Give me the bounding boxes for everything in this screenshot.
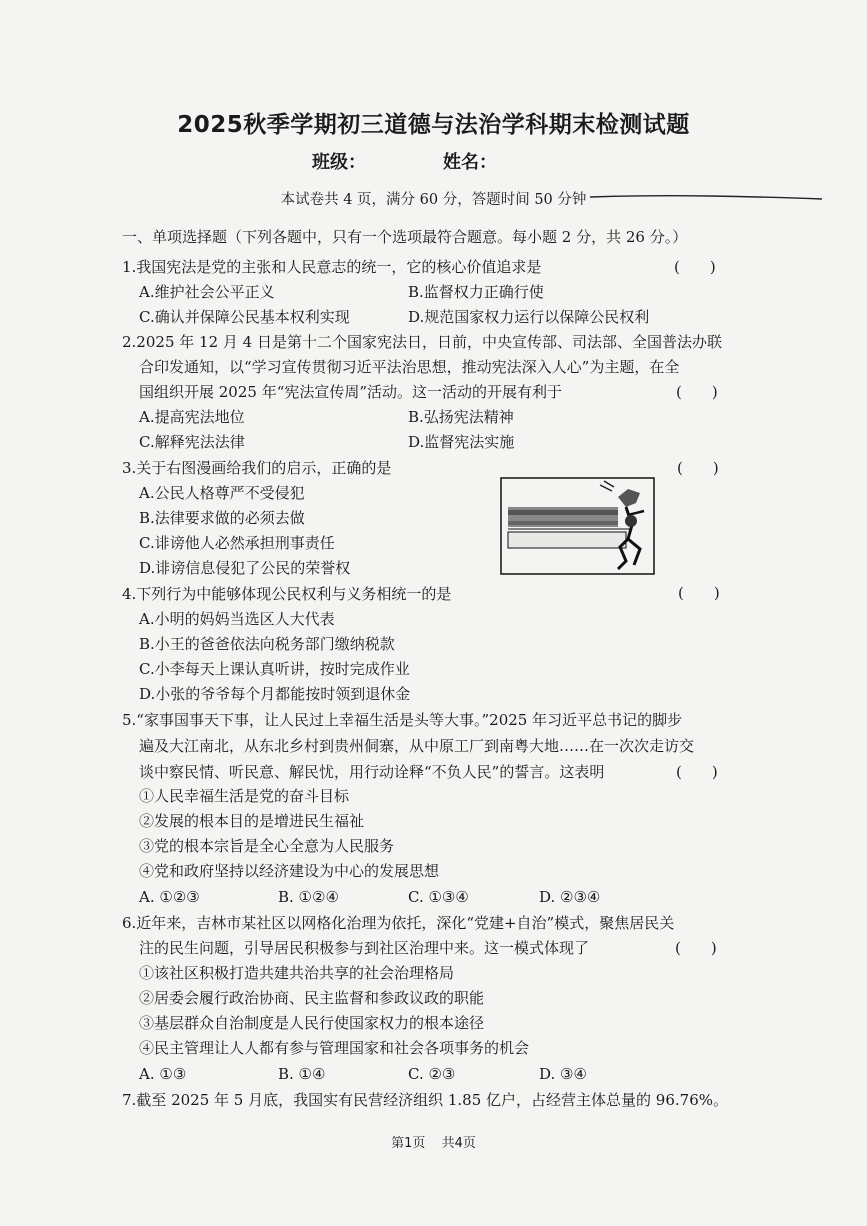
q5-stem-line3: 谈中察民情、听民意、解民忧，用行动诠释“不负人民”的誓言。这表明 bbox=[139, 763, 605, 781]
q1-answer-paren[interactable]: ( ) bbox=[674, 258, 716, 276]
q5-option-b: B. ①②④ bbox=[278, 888, 339, 906]
q4-option-a: A.小明的妈妈当选区人大代表 bbox=[139, 610, 335, 628]
q5-stem-line1: 5.“家事国事天下事，让人民过上幸福生活是头等大事。”2025 年习近平总书记的脚步 bbox=[122, 711, 683, 729]
q2-stem-line2: 合印发通知，以“学习宣传贯彻习近平法治思想，推动宪法深入人心”为主题，在全 bbox=[139, 358, 680, 376]
q7-stem: 7.截至 2025 年 5 月底，我国实有民营经济组织 1.85 亿户，占经营主体总量的 96.76%。 bbox=[122, 1091, 729, 1109]
q5-option-c: C. ①③④ bbox=[408, 888, 469, 906]
q2-option-a: A.提高宪法地位 bbox=[139, 408, 245, 426]
q3-answer-paren[interactable]: ( ) bbox=[677, 459, 719, 477]
section-heading: 一、单项选择题（下列各题中，只有一个选项最符合题意。每小题 2 分，共 26 分。） bbox=[122, 228, 688, 246]
page-total: 共4页 bbox=[441, 1136, 476, 1151]
q6-statement-1: ①该社区积极打造共建共治共享的社会治理格局 bbox=[139, 964, 455, 982]
q6-statement-4: ④民主管理让人人都有参与管理国家和社会各项事务的机会 bbox=[139, 1039, 530, 1057]
q2-answer-paren[interactable]: ( ) bbox=[676, 383, 718, 401]
q2-stem-line3: 国组织开展 2025 年“宪法宣传周”活动。这一活动的开展有利于 bbox=[139, 383, 563, 401]
q6-option-d: D. ③④ bbox=[539, 1065, 587, 1083]
q5-stem-line2: 遍及大江南北，从东北乡村到贵州侗寨，从中原工厂到南粤大地……在一次次走访交 bbox=[139, 737, 695, 755]
q6-answer-paren[interactable]: ( ) bbox=[675, 939, 717, 957]
exam-info: 本试卷共 4 页，满分 60 分，答题时间 50 分钟 bbox=[280, 192, 587, 208]
q1-stem: 1.我国宪法是党的主张和人民意志的统一，它的核心价值追求是 bbox=[122, 258, 542, 276]
q5-statement-1: ①人民幸福生活是党的奋斗目标 bbox=[139, 787, 350, 805]
q1-option-a: A.维护社会公平正义 bbox=[139, 283, 275, 301]
student-info-line bbox=[0, 148, 867, 172]
q5-statement-3: ③党的根本宗旨是全心全意为人民服务 bbox=[139, 837, 395, 855]
q4-option-b: B.小王的爸爸依法向税务部门缴纳税款 bbox=[139, 635, 395, 653]
q2-option-d: D.监督宪法实施 bbox=[408, 433, 515, 451]
page-number: 第1页 bbox=[391, 1136, 426, 1151]
q3-option-b: B.法律要求做的必须去做 bbox=[139, 509, 305, 527]
q6-option-b: B. ①④ bbox=[278, 1065, 326, 1083]
q5-statement-2: ②发展的根本目的是增进民生福祉 bbox=[139, 812, 365, 830]
q1-option-d: D.规范国家权力运行以保障公民权利 bbox=[408, 308, 650, 326]
q4-answer-paren[interactable]: ( ) bbox=[678, 584, 720, 602]
q6-option-a: A. ①③ bbox=[139, 1065, 187, 1083]
class-label: 班级： bbox=[312, 152, 366, 173]
exam-title: 2025秋季学期初三道德与法治学科期末检测试题 bbox=[177, 112, 690, 138]
q6-stem-line2: 注的民生问题，引导居民积极参与到社区治理中来。这一模式体现了 bbox=[139, 939, 590, 957]
q5-statement-4: ④党和政府坚持以经济建设为中心的发展思想 bbox=[139, 862, 440, 880]
q3-option-a: A.公民人格尊严不受侵犯 bbox=[139, 484, 305, 502]
q1-option-b: B.监督权力正确行使 bbox=[408, 283, 544, 301]
q4-option-d: D.小张的爷爷每个月都能按时领到退休金 bbox=[139, 685, 411, 703]
q1-option-c: C.确认并保障公民基本权利实现 bbox=[139, 308, 350, 326]
q6-stem-line1: 6.近年来，吉林市某社区以网格化治理为依托，深化“党建+自治”模式，聚焦居民关 bbox=[122, 914, 675, 932]
q4-option-c: C.小李每天上课认真听讲，按时完成作业 bbox=[139, 660, 410, 678]
q6-statement-2: ②居委会履行政治协商、民主监督和参政议政的职能 bbox=[139, 989, 485, 1007]
q5-answer-paren[interactable]: ( ) bbox=[676, 763, 718, 781]
q3-option-c: C.诽谤他人必然承担刑事责任 bbox=[139, 534, 335, 552]
pen-stroke-mark bbox=[590, 194, 822, 200]
q6-statement-3: ③基层群众自治制度是人民行使国家权力的根本途径 bbox=[139, 1014, 485, 1032]
q5-option-a: A. ①②③ bbox=[139, 888, 200, 906]
name-label: 姓名： bbox=[443, 152, 497, 173]
q2-stem-line1: 2.2025 年 12 月 4 日是第十二个国家宪法日，日前，中央宣传部、司法部、全国普法办联 bbox=[122, 333, 722, 351]
q3-stem: 3.关于右图漫画给我们的启示，正确的是 bbox=[122, 459, 392, 477]
q2-option-c: C.解释宪法法律 bbox=[139, 433, 245, 451]
q4-stem: 4.下列行为中能够体现公民权利与义务相统一的是 bbox=[122, 585, 452, 603]
q3-option-d: D.诽谤信息侵犯了公民的荣誉权 bbox=[139, 559, 351, 577]
cartoon-image bbox=[500, 477, 655, 575]
q6-option-c: C. ②③ bbox=[408, 1065, 456, 1083]
page-footer bbox=[0, 1132, 867, 1151]
q2-option-b: B.弘扬宪法精神 bbox=[408, 408, 514, 426]
q5-option-d: D. ②③④ bbox=[539, 888, 601, 906]
